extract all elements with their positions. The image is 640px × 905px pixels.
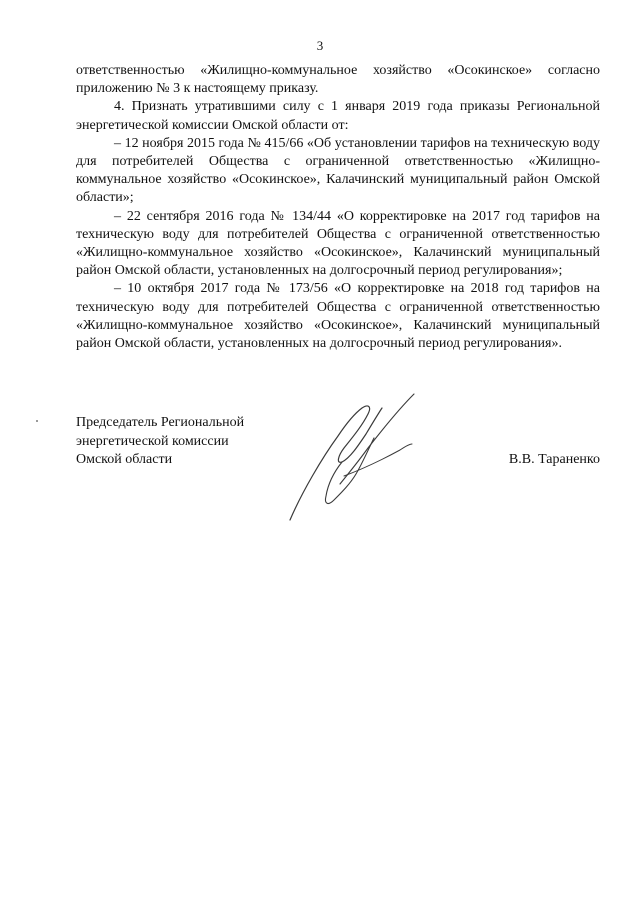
- paragraph-order-2016: – 22 сентября 2016 года № 134/44 «О корректировке на 2017 год тарифов на техническую воду для потребителей Общества с ограниченной ответственностью «Жилищно-коммунальное хозяйство «Осокинское», Калачинский муниципальный район Омской области, установленных на долгосрочный период регулирования»;: [76, 208, 600, 279]
- document-body: [76, 62, 600, 353]
- page-number: 3: [316, 38, 324, 53]
- handwritten-signature: [282, 388, 422, 523]
- paragraph-order-2017: – 10 октября 2017 года № 173/56 «О корректировке на 2018 год тарифов на техническую воду для потребителей Общества с ограниченной ответственностью «Жилищно-коммунальное хозяйство «Осокинское», Калачинский муниципальный район Омской области, установленных на долгосрочный период регулирования».: [76, 281, 600, 352]
- signature-main-stroke: [290, 406, 382, 520]
- signatory-title: Председатель Региональной энергетической комиссии Омской области: [76, 415, 245, 467]
- paragraph-order-2015: – 12 ноября 2015 года № 415/66 «Об установлении тарифов на техническую воду для потребителей Общества с ограниченной ответственностью «Жилищно-коммунальное хозяйство «Осокинское», Калачинский муниципальный район Омской области»;: [76, 135, 600, 206]
- signature-loop-stroke: [325, 438, 374, 503]
- paragraph-item-4: 4. Признать утратившими силу с 1 января 2019 года приказы Региональной энергетической комиссии Омской области от:: [76, 99, 600, 133]
- margin-dot: [36, 420, 38, 422]
- paragraph-continuation: ответственностью «Жилищно-коммунальное хозяйство «Осокинское» согласно приложению № 3 к настоящему приказу.: [76, 63, 600, 97]
- signature-tail-stroke: [344, 444, 412, 476]
- signatory-name: В.В. Тараненко: [508, 452, 600, 467]
